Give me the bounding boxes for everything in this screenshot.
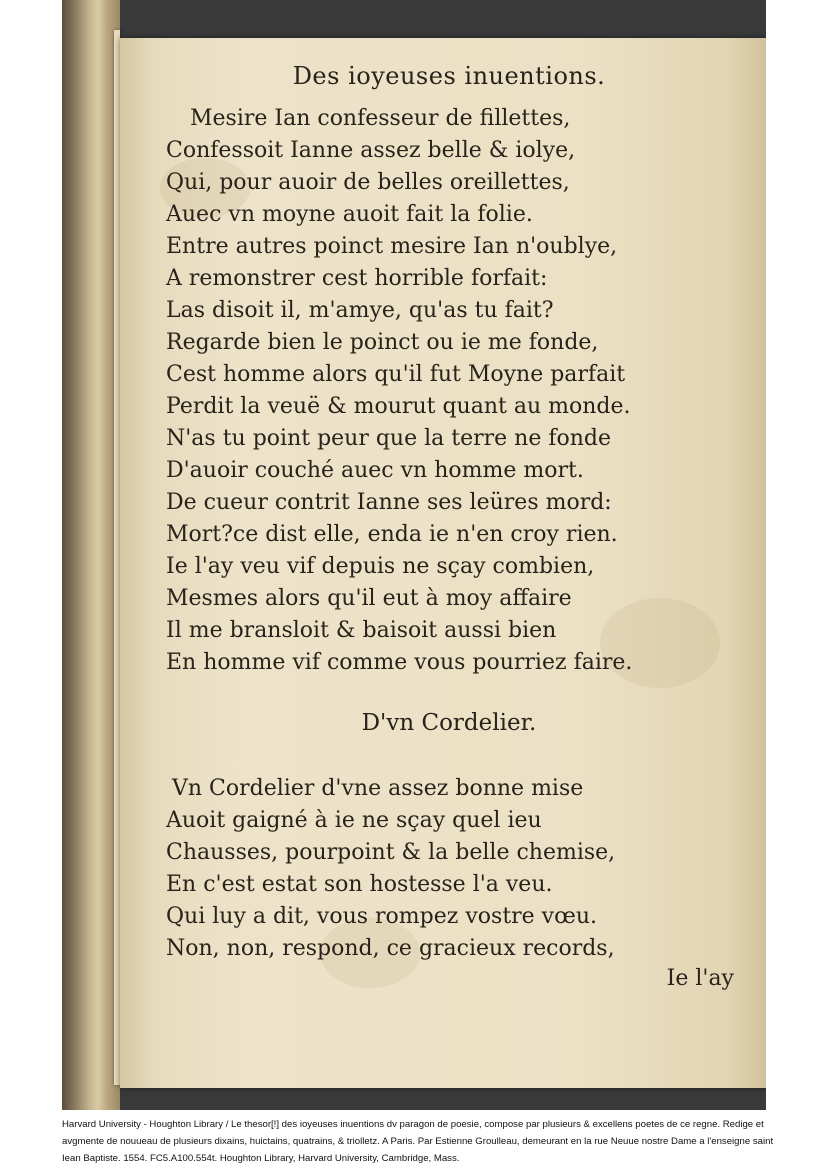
poem-line: Mesmes alors qu'il eut à moy affaire [166,586,572,611]
running-head: Des ioyeuses inuentions. [292,62,606,90]
poem-line: Vn Cordelier d'vne assez bonne mise [172,776,584,801]
poem-line: Il me bransloit & baisoit aussi bien [166,618,557,643]
poem-line: En homme vif comme vous pourriez faire. [166,650,633,675]
scanned-book-photo [62,0,766,1110]
poem-line: Auoit gaigné à ie ne sçay quel ieu [166,808,542,833]
book-spine [62,0,120,1110]
poem-line: Perdit la veuë & mourut quant au monde. [166,394,631,419]
poem-line: Cest homme alors qu'il fut Moyne parfait [166,362,626,387]
poem-line: En c'est estat son hostesse l'a veu. [166,872,553,897]
poem-line: Regarde bien le poinct ou ie me fonde, [166,330,599,355]
section-title: D'vn Cordelier. [361,710,537,736]
poem-line: Ie l'ay veu vif depuis ne sçay combien, [166,554,595,579]
poem-line: Las disoit il, m'amye, qu'as tu fait? [166,298,554,323]
catchword: Ie l'ay [666,966,734,991]
poem-line: Mesire Ian confesseur de fillettes, [190,106,571,131]
image-caption: Harvard University - Houghton Library / Le thesor[!] des ioyeuses inuentions dv paragon de poesie, compose par plusieurs & excellens poetes de ce regne. Redige et avgmente de nouueau de plusieurs dixains, huictains, quatrains, & triolletz. A Paris. Par Estienne Groulleau, demeurant en la rue Neuue nostre Dame a l'enseigne saint Iean Baptiste. 1554. FC5.A100.554t. Houghton Library, Harvard University, Cambridge, Mass. [62,1119,774,1164]
book-page [120,38,766,1088]
poem-line: Qui luy a dit, vous rompez vostre vœu. [166,904,598,929]
poem-line: D'auoir couché auec vn homme mort. [166,458,584,483]
poem-line: Confessoit Ianne assez belle & iolye, [166,138,576,163]
poem-line: N'as tu point peur que la terre ne fonde [166,426,612,451]
poem-line: Qui, pour auoir de belles oreillettes, [166,170,570,195]
poem-line: A remonstrer cest horrible forfait: [166,266,548,291]
poem-line: Non, non, respond, ce gracieux records, [166,936,615,961]
poem-line: Mort?ce dist elle, enda ie n'en croy rien. [166,522,618,547]
poem-line: Auec vn moyne auoit fait la folie. [166,202,533,227]
poem-line: Entre autres poinct mesire Ian n'oublye, [166,234,618,259]
poem-line: Chausses, pourpoint & la belle chemise, [166,840,616,865]
poem-line: De cueur contrit Ianne ses leüres mord: [166,490,612,515]
